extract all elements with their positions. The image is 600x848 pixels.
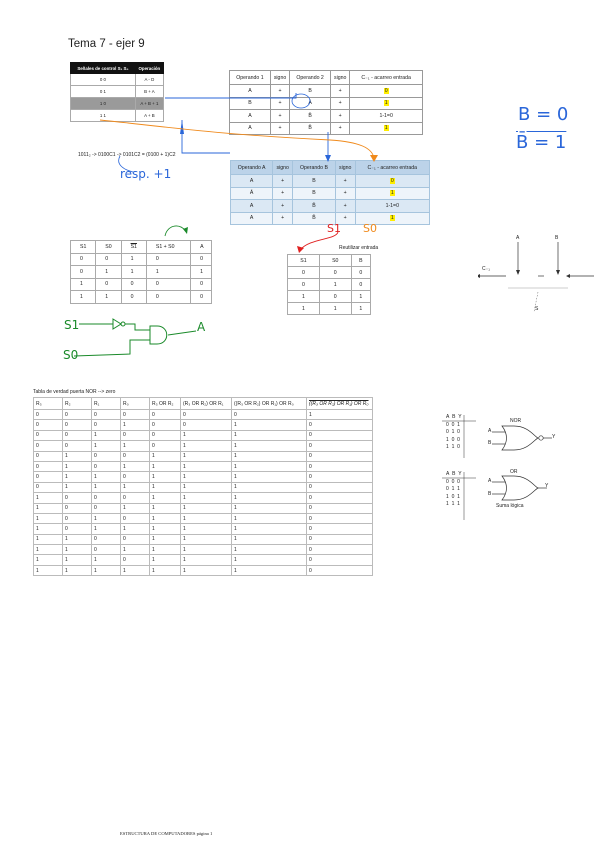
nor-cell: 0 (92, 503, 121, 513)
nor-cell: 1 (121, 524, 150, 534)
control-cell: 0 1 (71, 86, 136, 98)
nor-cell: 0 (307, 430, 373, 440)
nor-cell: 0 (307, 555, 373, 565)
nor-cell: 0 (307, 451, 373, 461)
nor-cell: 1 (63, 565, 92, 575)
nor-cell: 1 (121, 420, 150, 430)
nor-cell: 1 (34, 565, 63, 575)
handwriting-s0: S0 (363, 222, 377, 235)
nor-cell: 1 (121, 545, 150, 555)
nor-cell: 1 (181, 430, 232, 440)
or-gate-in-b: B (488, 491, 492, 497)
nor-cell: 0 (63, 420, 92, 430)
mux-label-a: A (516, 235, 520, 241)
control-header: Señales de control S₁ S₀ (71, 63, 136, 74)
handwriting-s1: S1 (327, 222, 341, 235)
nor-cell: 0 (63, 524, 92, 534)
table-row (34, 420, 373, 430)
nor-cell: 1 (34, 534, 63, 544)
nor-cell: 0 (121, 451, 150, 461)
nor-cell: 0 (34, 420, 63, 430)
circuit-s1-label: S1 (64, 318, 80, 332)
nor-cell: 0 (307, 565, 373, 575)
nor-cell: 0 (121, 493, 150, 503)
control-cell: 0 0 (71, 74, 136, 86)
nor-cell: 0 (63, 513, 92, 523)
nor-cell: 0 (307, 524, 373, 534)
conversion-formula: 1011₂ -> 0100C1 -> 0101C2 = (0100 + 1)C2 (78, 152, 176, 158)
control-cell: 1 0 (71, 98, 136, 110)
nor-cell: 1 (181, 503, 232, 513)
mux-label-c: C₋₁ (482, 266, 490, 272)
nor-cell: 0 (92, 451, 121, 461)
nor-cell: 1 (121, 565, 150, 575)
nor-cell: 0 (150, 410, 181, 420)
nor-cell: 1 (150, 524, 181, 534)
nor-gate-in-b: B (488, 440, 492, 446)
page-footer: ESTRUCTURA DE COMPUTADORES página 1 (120, 831, 213, 836)
nor-cell: 1 (34, 545, 63, 555)
nor-cell: 0 (63, 441, 92, 451)
nor-cell: 1 (232, 503, 307, 513)
op2-header: C₋₁ - acarreo entrada (355, 161, 429, 175)
nor-cell: 1 (121, 461, 150, 471)
nor-cell: 1 (181, 534, 232, 544)
nor-cell: 0 (307, 534, 373, 544)
nor-cell: 1 (92, 472, 121, 482)
nor-gate-in-a: A (488, 428, 492, 434)
table-row (34, 545, 373, 555)
nor-cell: 0 (34, 410, 63, 420)
control-cell: B + A (135, 86, 163, 98)
nor-cell: 0 (63, 503, 92, 513)
nor-cell: 0 (307, 420, 373, 430)
nor-cell: 1 (150, 513, 181, 523)
nor-cell: 0 (63, 493, 92, 503)
nor-cell: 0 (181, 410, 232, 420)
nor-cell: 0 (92, 534, 121, 544)
nor-cell: 0 (150, 430, 181, 440)
nor-cell: 1 (150, 482, 181, 492)
nor-cell: 1 (181, 441, 232, 451)
nor-cell: 1 (34, 503, 63, 513)
nor-cell: 1 (181, 513, 232, 523)
nor-cell: 0 (150, 441, 181, 451)
nor-cell: 1 (181, 461, 232, 471)
nor-cell: 1 (232, 555, 307, 565)
handwriting-respuesta: resp. +1 (120, 167, 172, 181)
nor-cell: 1 (181, 555, 232, 565)
nor-cell: 0 (121, 513, 150, 523)
nor-cell: 1 (34, 555, 63, 565)
op1-header: Operando 2 (290, 71, 331, 85)
nor-cell: 0 (63, 430, 92, 440)
control-cell: A - D (135, 74, 163, 86)
op2-header: Operando B (293, 161, 336, 175)
nor-cell: 0 (307, 461, 373, 471)
table-row (34, 503, 373, 513)
table-row (34, 534, 373, 544)
nor-cell: 1 (232, 482, 307, 492)
nor-cell: 0 (92, 410, 121, 420)
nor-cell: 1 (307, 410, 373, 420)
nor-cell: 0 (34, 441, 63, 451)
or-gate-caption: Suma lógica (496, 503, 524, 509)
nor-gate-label: NOR (510, 418, 522, 424)
table-row (34, 555, 373, 565)
nor-cell: 1 (232, 461, 307, 471)
reutilizar-label: Reutilizar entrada (339, 245, 379, 251)
nor-cell: 1 (63, 534, 92, 544)
nor-cell: 0 (121, 430, 150, 440)
or-gate-in-a: A (488, 478, 492, 484)
nor-cell: 0 (307, 493, 373, 503)
nor-cell: 1 (232, 513, 307, 523)
nor-cell: 1 (150, 565, 181, 575)
nor-cell: 1 (232, 420, 307, 430)
nor-cell: 0 (34, 482, 63, 492)
nor-cell: 1 (232, 441, 307, 451)
nor-cell: 1 (63, 472, 92, 482)
nor-cell: 0 (307, 472, 373, 482)
nor-cell: 1 (181, 472, 232, 482)
nor-cell: 0 (34, 461, 63, 471)
op1-header: signo (331, 71, 350, 85)
s-truth-table: S1 S0 S1 S1 + S0 A 0 0 1 0 0 0 1 1 1 1 1 0 0 0 0 1 1 0 0 0 (70, 240, 212, 304)
nor-cell: 1 (63, 555, 92, 565)
nor-cell: 1 (121, 482, 150, 492)
nor-cell: 1 (232, 472, 307, 482)
nor-cell: 1 (92, 524, 121, 534)
nor-cell: 1 (121, 441, 150, 451)
nor-cell: 0 (34, 451, 63, 461)
nor-cell: 0 (307, 545, 373, 555)
nor-cell: 0 (92, 420, 121, 430)
nor-cell: 0 (307, 503, 373, 513)
op2-header: signo (273, 161, 293, 175)
table-row (34, 451, 373, 461)
nor-cell: 1 (181, 524, 232, 534)
table-row (34, 410, 373, 420)
operand-table-2: Operando A signo Operando B signo C₋₁ - acarreo entrada A + B + 0 Ā + B + 1 A + B̄ + 1-1=0 A + B̄ + 1 (230, 160, 430, 225)
nor-cell: 1 (232, 493, 307, 503)
op2-header: signo (335, 161, 355, 175)
control-cell: 1 1 (71, 110, 136, 122)
nor-truth-table: R₃ R₂ R₁ R₀ R₃ OR R₂ (R₃ OR R₂) OR R₁ ((R₃ OR R₂) OR R₁) OR R₀ ((R₃ OR R₂) OR R₁) OR R₀ 0 0 0 0 0 0 0 1 0 0 0 1 0 0 1 0 0 0 1 0 0 1 1 0 0 0 1 1 0 1 1 0 0 1 0 0 1 1 1 0 0 1 0 1 1 1 1 0 0 1 1 0 1 1 1 0 0 1 1 1 1 1 1 0 1 0 0 0 1 1 1 0 1 0 0 1 1 1 1 0 1 0 1 0 1 1 1 0 1 0 1 1 1 1 1 0 1 1 0 0 1 1 1 0 1 1 0 1 1 1 1 0 1 1 1 0 1 1 1 0 1 1 1 1 1 1 1 0 (33, 397, 373, 576)
nor-cell: 1 (34, 524, 63, 534)
circuit-s0-label: S0 (63, 348, 79, 362)
nor-gate-out: Y (552, 434, 556, 440)
nor-cell: 1 (92, 513, 121, 523)
nor-cell: 1 (92, 555, 121, 565)
nor-cell: 1 (63, 461, 92, 471)
nor-cell: 0 (63, 410, 92, 420)
op1-header: C₋₁ - acarreo entrada (350, 71, 423, 85)
table-row (34, 524, 373, 534)
nor-cell: 0 (34, 430, 63, 440)
nor-cell: 1 (121, 503, 150, 513)
handwriting-b-eq-0: B = 0 (518, 104, 569, 125)
nor-cell: 1 (92, 565, 121, 575)
nor-cell: 0 (150, 420, 181, 430)
or-gate-out: Y (545, 483, 549, 489)
nor-cell: 1 (34, 493, 63, 503)
nor-cell: 1 (92, 482, 121, 492)
nor-gate-table: A B Y 0 0 1 0 1 0 1 0 0 1 1 0 (446, 414, 462, 450)
control-cell: A + B + 1 (135, 98, 163, 110)
table-row (34, 493, 373, 503)
nor-cell: 1 (92, 430, 121, 440)
nor-cell: 0 (307, 513, 373, 523)
nor-cell: 0 (121, 472, 150, 482)
nor-cell: 1 (63, 482, 92, 492)
nor-cell: 1 (232, 430, 307, 440)
nor-cell: 0 (121, 410, 150, 420)
nor-cell: 1 (150, 461, 181, 471)
nor-cell: 1 (63, 545, 92, 555)
nor-cell: 1 (181, 565, 232, 575)
nor-cell: 1 (150, 472, 181, 482)
page-title: Tema 7 - ejer 9 (68, 38, 145, 50)
op2-header: Operando A (231, 161, 273, 175)
nor-cell: 0 (92, 461, 121, 471)
nor-cell: 1 (150, 451, 181, 461)
nor-cell: 1 (63, 451, 92, 461)
nor-cell: 1 (232, 451, 307, 461)
table-row (34, 441, 373, 451)
table-row (34, 513, 373, 523)
nor-cell: 1 (232, 534, 307, 544)
or-gate-table: A B Y 0 0 0 0 1 1 1 0 1 1 1 1 (446, 471, 462, 507)
nor-cell: 1 (150, 545, 181, 555)
nor-cell: 1 (181, 545, 232, 555)
or-gate-label: OR (510, 469, 518, 475)
nor-cell: 1 (232, 545, 307, 555)
op1-header: signo (270, 71, 289, 85)
nor-cell: 1 (92, 441, 121, 451)
table-row (34, 472, 373, 482)
op1-header: Operando 1 (230, 71, 271, 85)
nor-cell: 1 (232, 524, 307, 534)
operand-table-1: Operando 1 signo Operando 2 signo C₋₁ - acarreo entrada A + B + 0 B + Ā + 1 A + B̄ + 1-1=0 A + B̄ + 1 (229, 70, 423, 135)
nor-cell: 1 (150, 503, 181, 513)
nor-cell: 1 (181, 482, 232, 492)
table-row (34, 482, 373, 492)
control-cell: A + B (135, 110, 163, 122)
nor-cell: 0 (121, 534, 150, 544)
nor-cell: 0 (92, 545, 121, 555)
mux-label-s: S (535, 306, 539, 312)
table-row (34, 430, 373, 440)
nor-cell: 0 (181, 420, 232, 430)
nor-cell: 0 (307, 482, 373, 492)
nor-cell: 1 (150, 493, 181, 503)
nor-cell: 1 (150, 555, 181, 565)
mux-label-b: B (555, 235, 559, 241)
nor-cell: 0 (121, 555, 150, 565)
control-header: Operación (135, 63, 163, 74)
handwriting-not-b-eq-1: B̄ = 1 (516, 132, 567, 153)
nor-cell: 1 (181, 451, 232, 461)
nor-cell: 1 (150, 534, 181, 544)
nor-cell: 1 (34, 513, 63, 523)
reutilizar-table: S1 S0 B 0 0 0 0 1 0 1 0 1 1 1 1 (287, 254, 371, 315)
table-row (34, 461, 373, 471)
table-row (34, 565, 373, 575)
nor-cell: 1 (181, 493, 232, 503)
nor-table-caption: Tabla de verdad puerta NOR --> zero (33, 389, 116, 395)
circuit-a-label: A (197, 320, 206, 334)
nor-cell: 1 (232, 565, 307, 575)
nor-cell: 0 (232, 410, 307, 420)
nor-cell: 0 (92, 493, 121, 503)
nor-cell: 0 (307, 441, 373, 451)
nor-cell: 0 (34, 472, 63, 482)
